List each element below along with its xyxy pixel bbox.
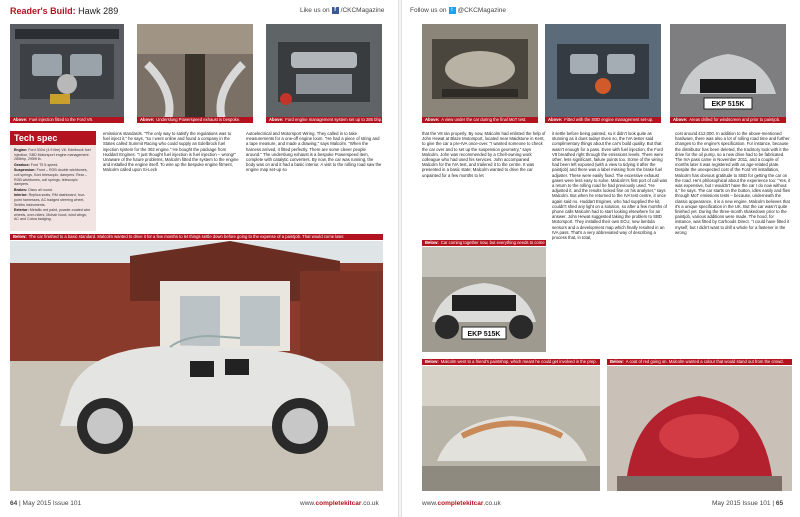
- number-plate-text: EKP 515K: [467, 331, 501, 338]
- underside-image: [422, 24, 538, 123]
- body-text-column: that the V8 ran properly. By now, Malcolm had enlisted the help of John Hewat at Blaze Motorsport, located near Maidstone in Kent, to give the car a pre-IVA once-over. "I wanted someone to check the car over and to set up the suspension geometry," says Malcolm. John was recommended by a Chell-owning work colleague who had used his services. John accompanied Malcolm for the IVA test, and trailered it to the centre. It was presented in a basic state; Malcolm wanted to drive the car unpainted for a few months to let: [422, 131, 546, 178]
- number-plate-text: EKP 515K: [711, 101, 745, 108]
- social-prefix: Like us on: [300, 7, 330, 14]
- engine-photo: [10, 24, 124, 123]
- website-link[interactable]: www.completekitcar.co.uk: [422, 500, 501, 507]
- body-text-column: emissions standards. "The only way to satisfy the regulations was to fuel inject it," he says, "so I went online and found a company in the States called Summit Racing who could supply an Edelbrock fuel injection system for the 302 engine." He bought the package from Huddart Engines. "I just thought fuel injection is fuel injection – wrong!" Unaware of the future problems, Malcolm fitted the system to the engine and installed the engine itself. To wire up the bespoke engine fitment, Malcolm called upon Si-Leck: [103, 131, 239, 173]
- spec-item: Interior: Replica seats, RM dashboard, four-point harnesses, AC badged steering wheel, Smiths instruments.: [14, 193, 86, 207]
- social-prefix: Follow us on: [410, 7, 447, 14]
- windscreen-photo: [670, 24, 786, 123]
- exhaust-photo: [137, 24, 253, 123]
- sbd-setup-photo: [545, 24, 661, 123]
- article-title: Hawk 289: [78, 6, 119, 16]
- spec-item: Engine: Ford 302ci (4.9 litre) V8. Edelbrock fuel injection, SBD Motorsport engine management. 285bhp, 295lft lb.: [14, 148, 91, 162]
- bottom-photo-caption: Below: Malcolm went to a friend's paintshop, which meant he could get involved in the prep.: [422, 359, 600, 365]
- underside-photo: [422, 24, 538, 123]
- photo-caption: Above: A view under the car during the final MoT test.: [422, 117, 538, 123]
- finished-car-photo: [10, 241, 383, 491]
- photo-caption: Above: Areas drilled for windscreen and prior to paintjob.: [670, 117, 786, 123]
- exhaust-image: [137, 24, 253, 123]
- spec-item: Suspension: Front – RGB double wishbones, coil springs, Koni telescopic, dampers. Rear – RGB wishbones, coil springs, telescopic dampers.: [14, 168, 88, 187]
- spec-item: Exterior: Metallic red paint, powder-coated wire wheels, over-riders, Mohair hood, wind wings, AC and Cobra badging.: [14, 208, 91, 222]
- facebook-follow[interactable]: [300, 7, 384, 14]
- finished-car-image: [10, 241, 383, 491]
- mid-photo-caption: Below: Car coming together now, but everything needs to come off for paint.: [422, 240, 546, 246]
- photo-caption: Above: Underslung Powerspeed exhaust is bespoke.: [137, 117, 253, 123]
- bottom-photo-caption: Below: A coat of red going on. Malcolm wanted a colour that would stand out from the crowd.: [607, 359, 792, 365]
- page-header: [10, 6, 118, 16]
- right-page: [402, 0, 800, 517]
- red-paint-image: [607, 366, 792, 491]
- sbd-setup-image: [545, 24, 661, 123]
- paintshop-prep-image: [422, 366, 600, 491]
- spec-item: Gearbox: Ford T5 5-speed.: [14, 162, 59, 167]
- engine-bay-image: [266, 24, 382, 123]
- car-coming-together-photo: [422, 247, 546, 352]
- paintshop-prep-photo: [422, 366, 600, 491]
- photo-caption: Above: Fitted with the SBD engine management set-up.: [545, 117, 661, 123]
- windscreen-image: [670, 24, 786, 123]
- section-label: Reader's Build:: [10, 6, 76, 16]
- page-folio: May 2015 Issue 101 | 65: [712, 500, 784, 507]
- facebook-icon: f: [332, 7, 339, 14]
- main-photo-caption: Below: The car finished to a basic standard. Malcolm wanted to drive it for a few months to let things settle down before going to the expense of a paintjob. That would come later.: [10, 234, 383, 240]
- tech-spec-title: Tech spec: [10, 131, 96, 145]
- social-handle: /CKCMagazine: [340, 7, 385, 14]
- twitter-icon: t: [449, 7, 456, 14]
- tech-spec-body: [10, 145, 96, 226]
- body-text-column: it settle before being painted, so it didn't look quite as stunning as it does today! Even so, the IVA tester said complimentary things about the car's build quality. But that wasn't enough for a pass. Even with fuel injection, the Ford V8 breathed right through the emissions levels. There were other, less significant, failure points too. Some of the wiring had been left exposed (with a view to tidying it after the paintjob) and there was a label missing from the brake fuel adjuster. These were easily fixed. The excessive exhaust gases were less easy to solve. Malcolm's first port of call was a return to the rolling road he had previously used. "He adjusted it, and the results looked fine on his analyser," says Malcolm. But when he returned to the IVA test centre, it once again said no. Huddart Engines, who had supplied the kit, couldn't shed any light on a solution, so after a few months of phone calls Malcolm had to start looking elsewhere for an answer. John Hewat suggested taking the problem to SBD Motorsport. They installed their own ECU, new lambda sensors and a development map which finally resulted in an IVA pass. That's a very abbreviated way of describing a process that, in total,: [552, 131, 668, 241]
- engine-image: [10, 24, 124, 123]
- page-folio: 64 | May 2015 Issue 101: [10, 500, 82, 507]
- tech-spec-box: [10, 131, 96, 231]
- photo-caption: Above: Fuel injection fitted to the Ford V8.: [10, 117, 124, 123]
- car-coming-together-image: [422, 247, 546, 352]
- left-page: [0, 0, 398, 517]
- engine-management-photo: [266, 24, 382, 123]
- body-text-column: cost around £12,000. In addition to the above-mentioned hardware, there was also a lot of rolling road time and further changes to the engine's specification. For instance, because the distributor has been deleted, the tracktory took with it the drive for the oil pump, so a new drive had to be fabricated. The IVA pass came in November 2011, and a couple of months later it was registered with an age-related plate. Despite the unexpected cost of the Ford V8 installation, Malcolm has obvious gratitude to SBD for getting the car on the road. He's philosophical about the experience too: "Yes, it was expensive, but I wouldn't have the car I do now without it," he says. The car starts on the button, idles easily and flies through MoT emissions tests – because, underneath the classic appearance, it is a new engine. Malcolm believes that it's a unique specification in the UK. But the car wasn't quite finished yet. During the three-month shakedown prior to the paintjob, various additions were made. The hood, for instance, was fitted by Carhoods Direct. "I could have fitted it myself, but I didn't want to drill a whole for a fastener in the wrong: [675, 131, 791, 235]
- spec-item: Brakes: Discs all round.: [14, 187, 53, 192]
- social-handle: @CKCMagazine: [457, 7, 507, 14]
- twitter-follow[interactable]: [410, 7, 506, 14]
- photo-caption: Above: Ford engine management system set up to 285 bhp.: [266, 117, 382, 123]
- website-link[interactable]: www.completekitcar.co.uk: [300, 500, 379, 507]
- body-text-column: Autoelectrical and Motorsport Wiring. They called in to take measurements for a one-off engine loom. "He had a piece of string and a tape measure, and made a drawing," says Malcolm. "When the harness arrived, it fitted perfectly. There are some clever people around." The underslung exhaust is a bespoke Powerspeed item, complete with catalytic converters. By now, the car was running, the body was on and it had a basic interior. A visit to the rolling road saw the engine map set-up so: [246, 131, 382, 173]
- red-paint-photo: [607, 366, 792, 491]
